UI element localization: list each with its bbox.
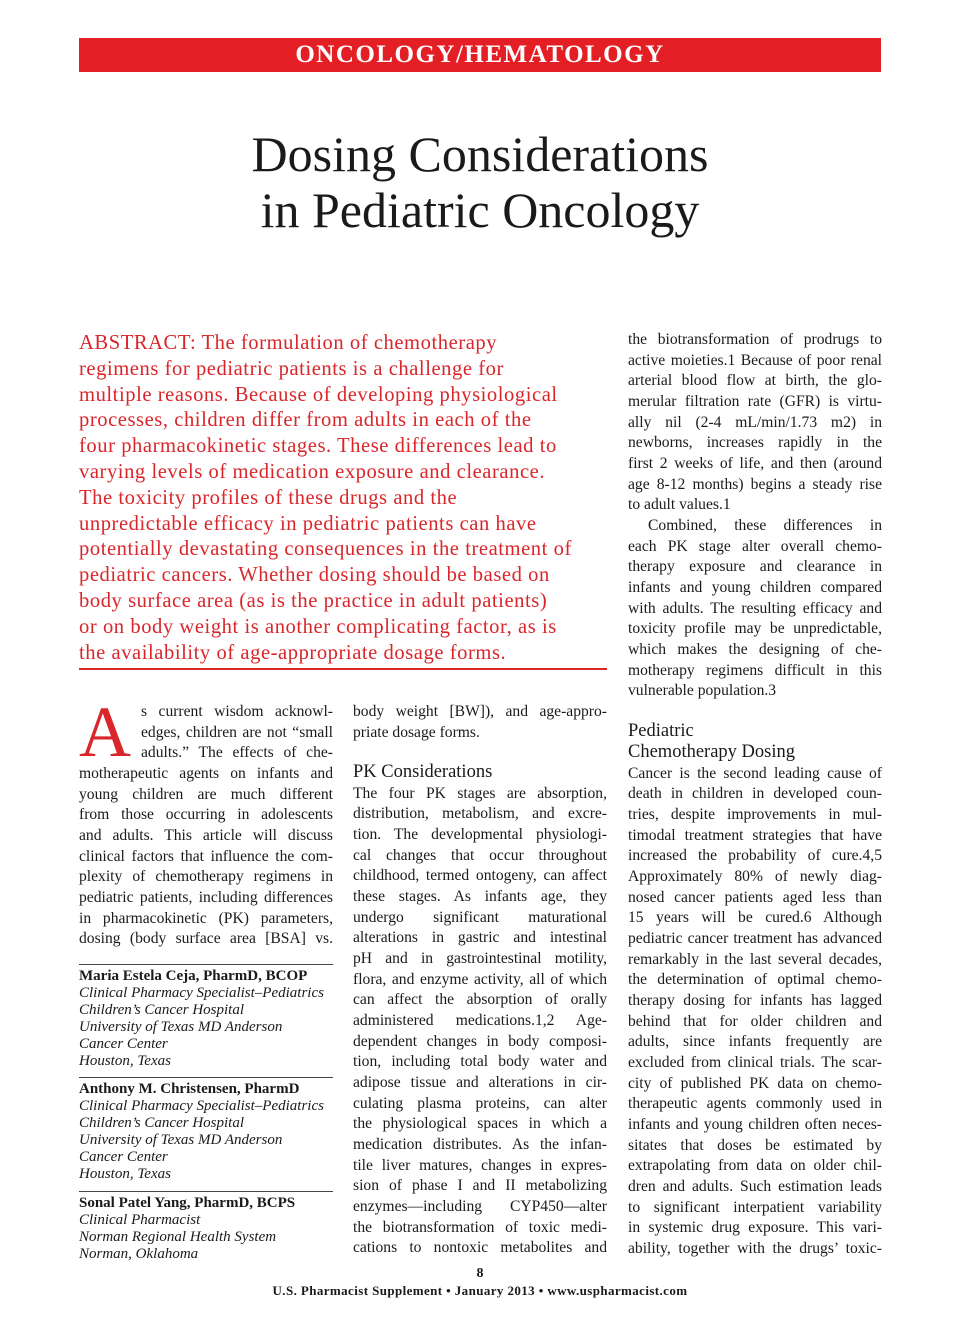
- author-block: [79, 1081, 333, 1183]
- body-line: these stages. As infants age, they: [353, 888, 607, 906]
- abstract-line: unpredictable efficacy in pediatric patients can have: [79, 512, 537, 535]
- abstract-line: four pharmacokinetic stages. These differences lead to: [79, 435, 557, 458]
- section-heading-pk: PK Considerations: [353, 762, 493, 783]
- body-line: arterial blood flow at birth, the glo-: [628, 372, 882, 390]
- author-affiliation: Norman, Oklahoma: [79, 1246, 199, 1262]
- body-line: behind that for older children and: [628, 1012, 882, 1030]
- body-line: culating plasma proteins, can alter: [353, 1094, 607, 1112]
- body-line: tion. The developmental physiologi-: [353, 826, 607, 844]
- body-line: therapeutic agents commonly used in: [628, 1095, 882, 1113]
- body-line: adipose tissue and alterations in cir-: [353, 1074, 607, 1091]
- body-line: and adults. This article will discuss: [79, 826, 333, 844]
- body-line: edges, children are not “small: [141, 723, 333, 741]
- body-line: the determination of optimal chemo-: [628, 971, 882, 989]
- column-1-body: [79, 692, 333, 950]
- author-divider: [79, 1077, 333, 1078]
- body-line: extrapolating from data on older chil-: [628, 1157, 882, 1175]
- abstract-line: potentially devastating consequences in the treatment of: [79, 538, 572, 561]
- author-affiliation: Cancer Center: [79, 1149, 168, 1165]
- article-title-line-2: in Pediatric Oncology: [260, 182, 700, 238]
- body-line: dosing (body surface area [BSA] vs.: [79, 930, 333, 948]
- body-line: ally nil (2-4 mL/min/1.73 m2) in: [628, 413, 882, 431]
- body-line: infants and young children often neces-: [628, 1115, 882, 1133]
- author-divider: [79, 964, 333, 965]
- abstract: [79, 331, 607, 666]
- body-line: undergo significant maturational: [353, 908, 607, 926]
- author-affiliation: Norman Regional Health System: [79, 1229, 277, 1245]
- body-line: pediatric cancer treatment has advanced: [628, 930, 882, 948]
- author-affiliation: Children’s Cancer Hospital: [79, 1002, 245, 1018]
- body-line: therapy exposure and clearance in: [628, 558, 882, 576]
- body-line: toxicity profile may be unpredictable,: [628, 620, 882, 638]
- body-line: the biotransformation of toxic medi-: [353, 1218, 607, 1236]
- abstract-line: processes, children differ from adults in each of the: [79, 409, 532, 432]
- body-line: body weight [BW]), and age-appro-: [353, 703, 607, 720]
- body-line: in pharmacokinetic (PK) parameters,: [79, 909, 333, 927]
- body-line: sion of phase I and II metabolizing: [353, 1177, 607, 1195]
- body-line: in systemic drug exposure. This vari-: [628, 1219, 882, 1237]
- column-2-body: [353, 702, 607, 1259]
- author-affiliation: Clinical Pharmacist: [79, 1212, 201, 1228]
- drop-cap: A: [79, 692, 131, 772]
- abstract-line: body surface area (as is the practice in adult patients): [79, 589, 548, 612]
- author-affiliation: Houston, Texas: [79, 1053, 171, 1069]
- body-line: distribution, metabolism, and excre-: [353, 805, 607, 823]
- author-name: Sonal Patel Yang, PharmD, BCPS: [79, 1195, 296, 1211]
- body-line: priate dosage forms.: [353, 723, 480, 741]
- body-line: timodal treatment strategies that have: [628, 826, 882, 844]
- section-banner: ONCOLOGY/HEMATOLOGY: [79, 38, 881, 72]
- body-line: vulnerable population.3: [628, 682, 777, 700]
- body-line: s current wisdom acknowl-: [141, 703, 333, 720]
- body-line: active moieties.1 Because of poor renal: [628, 351, 882, 369]
- body-line: tries, despite improvements in mul-: [628, 806, 882, 824]
- section-heading-pediatric: Chemotherapy Dosing: [628, 742, 795, 763]
- abstract-divider: [79, 668, 607, 670]
- abstract-line: varying levels of medication exposure and clearance.: [79, 460, 546, 483]
- author-affiliation: Children’s Cancer Hospital: [79, 1115, 245, 1131]
- body-line: first 2 weeks of life, and then (around: [628, 454, 882, 472]
- body-line: to significant interpatient variability: [628, 1198, 882, 1216]
- author-affiliation: Clinical Pharmacy Specialist–Pediatrics: [79, 1098, 324, 1114]
- body-line: remarkably in the last several decades,: [628, 950, 882, 968]
- body-line: the physiological spaces in which a: [353, 1115, 607, 1133]
- body-line: Combined, these differences in: [648, 516, 882, 534]
- abstract-line: regimens for pediatric patients is a challenge for: [79, 357, 504, 380]
- body-line: pH and in gastrointestinal motility,: [353, 950, 607, 968]
- article-title-line-1: Dosing Considerations: [251, 126, 709, 182]
- body-line: nosed cancer patients aged less than: [628, 888, 882, 906]
- body-line: Approximately 80% of newly diag-: [628, 868, 882, 886]
- body-line: adults.” The effects of che-: [141, 744, 333, 762]
- author-affiliation: University of Texas MD Anderson: [79, 1132, 283, 1148]
- body-line: city of published PK data on chemo-: [628, 1074, 882, 1092]
- body-line: dependent changes in body composi-: [353, 1032, 607, 1050]
- author-block: [79, 1195, 333, 1263]
- body-line: sitates that doses be estimated by: [628, 1136, 882, 1154]
- body-line: pediatric patients, including differences: [79, 888, 333, 906]
- abstract-line: pediatric cancers. Whether dosing should be based on: [79, 564, 550, 587]
- body-line: cal changes that occur throughout: [353, 846, 607, 864]
- column-3-body: [628, 330, 882, 1260]
- body-line: alterations in gastric and intestinal: [353, 929, 607, 947]
- page-number: 8: [476, 1266, 484, 1281]
- body-line: cations to nontoxic metabolites and: [353, 1239, 607, 1257]
- body-line: plexity of chemotherapy regimens in: [79, 868, 333, 886]
- body-line: enzymes—including CYP450—alter: [353, 1197, 607, 1215]
- body-line: ability, together with the drugs’ toxic-: [628, 1239, 882, 1257]
- body-line: merular filtration rate (GFR) is virtu-: [628, 392, 882, 410]
- body-line: can affect the absorption of orally: [353, 991, 607, 1009]
- author-affiliation: Houston, Texas: [79, 1166, 171, 1182]
- body-line: death in children in developed coun-: [628, 785, 882, 803]
- body-line: with adults. The resulting efficacy and: [628, 599, 882, 617]
- body-line: therapy dosing for infants has lagged: [628, 992, 882, 1010]
- body-line: young children are much different: [79, 785, 333, 803]
- author-affiliation: Cancer Center: [79, 1036, 168, 1052]
- abstract-line: ABSTRACT: The formulation of chemotherapy: [79, 332, 498, 354]
- body-line: administered medications.1,2 Age-: [353, 1012, 607, 1030]
- body-line: age 8-12 months) begins a steady rise: [628, 475, 882, 493]
- body-line: the biotransformation of prodrugs to: [628, 331, 882, 348]
- body-line: from those occurring in adolescents: [79, 806, 333, 824]
- author-affiliation: Clinical Pharmacy Specialist–Pediatrics: [79, 985, 324, 1001]
- author-divider: [79, 1191, 333, 1192]
- body-line: motherapy regimens difficult in this: [628, 661, 882, 679]
- body-line: childhood, termed ontogeny, can affect: [353, 867, 607, 885]
- body-line: Cancer is the second leading cause of: [628, 764, 882, 782]
- author-affiliation: University of Texas MD Anderson: [79, 1019, 283, 1035]
- body-line: dren and adults. Such estimation leads: [628, 1177, 882, 1195]
- body-line: to adult values.1: [628, 496, 731, 514]
- body-line: medication distributes. As the infan-: [353, 1135, 607, 1153]
- author-name: Maria Estela Ceja, PharmD, BCOP: [79, 968, 308, 984]
- body-line: each PK stage alter overall chemo-: [628, 537, 882, 555]
- body-line: The four PK stages are absorption,: [353, 784, 607, 802]
- body-line: 15 years will be cured.6 Although: [628, 909, 882, 927]
- body-line: tion, including total body water and: [353, 1053, 607, 1071]
- section-heading-pediatric: Pediatric: [628, 720, 694, 741]
- body-line: flora, and enzyme activity, all of which: [353, 970, 607, 988]
- author-name: Anthony M. Christensen, PharmD: [79, 1081, 300, 1097]
- abstract-line: The toxicity profiles of these drugs and the: [79, 486, 458, 509]
- body-line: excluded from clinical trials. The scar-: [628, 1054, 882, 1071]
- body-line: increased the probability of cure.4,5: [628, 847, 882, 865]
- body-line: clinical factors that influence the com-: [79, 847, 333, 865]
- body-line: newborns, increases rapidly in the: [628, 434, 882, 452]
- page-footer: U.S. Pharmacist Supplement • January 2013 • www.uspharmacist.com: [272, 1283, 688, 1298]
- author-block: [79, 968, 333, 1070]
- body-line: adults, since infants frequently are: [628, 1033, 882, 1051]
- abstract-line: or on body weight is another complicating factor, as is: [79, 615, 557, 638]
- body-line: which makes the designing of che-: [628, 640, 882, 658]
- abstract-line: multiple reasons. Because of developing physiological: [79, 383, 558, 406]
- body-line: infants and young children compared: [628, 578, 882, 596]
- abstract-line: the availability of age-appropriate dosage forms.: [79, 641, 507, 664]
- body-line: motherapeutic agents on infants and: [79, 764, 333, 782]
- body-line: tile liver matures, changes in expres-: [353, 1156, 607, 1174]
